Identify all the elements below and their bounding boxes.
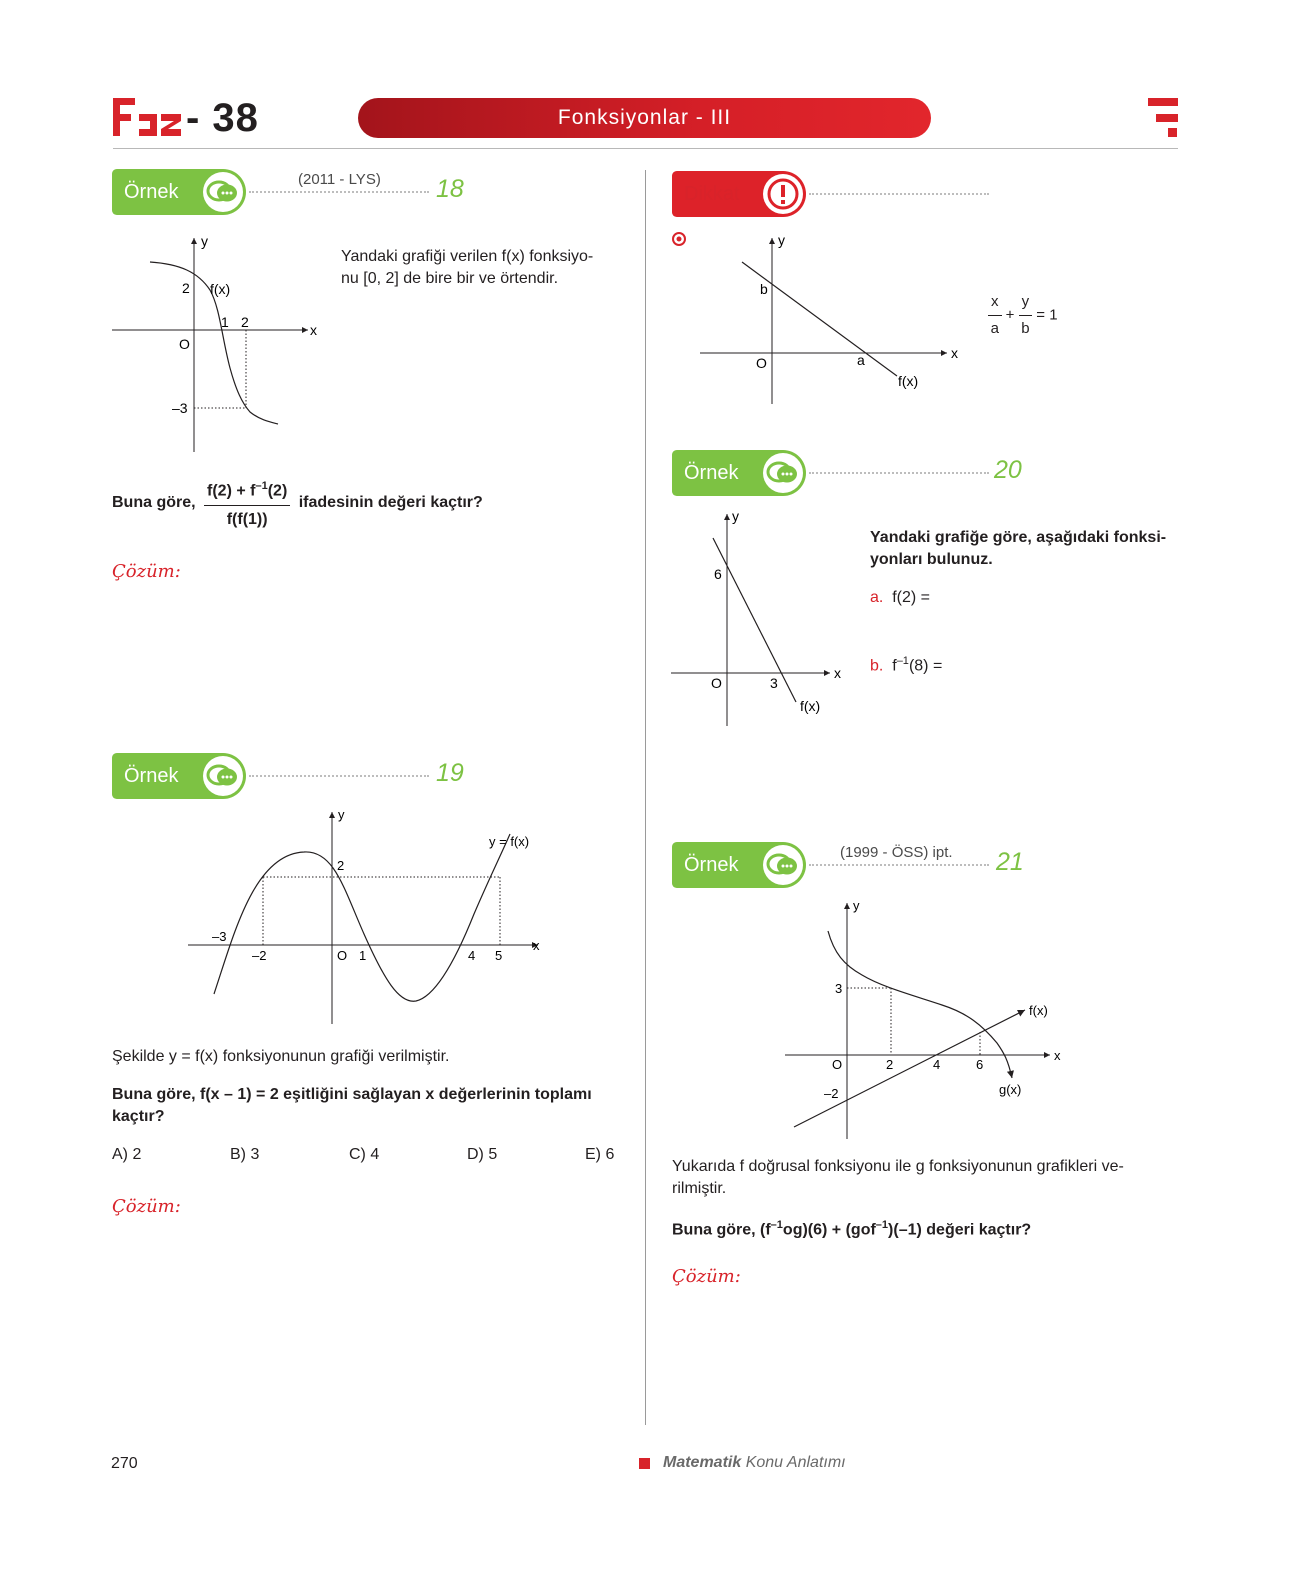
- brand-bold: Matematik: [663, 1454, 742, 1471]
- fraction-numerator: [204, 474, 290, 506]
- tick-minus2: –2: [252, 948, 267, 963]
- ornek-badge-18: [112, 169, 246, 215]
- speech-bubble-icon: [203, 756, 243, 796]
- part-text: f(2) =: [892, 589, 931, 606]
- origin-label: O: [711, 675, 722, 691]
- chapter-banner: [358, 98, 931, 138]
- speech-bubble-icon: [763, 845, 803, 885]
- speech-bubble-icon: [203, 172, 243, 212]
- cozum-label: Çözüm:: [672, 1266, 741, 1287]
- option-c[interactable]: C) 4: [349, 1146, 380, 1163]
- question-prefix: Buna göre,: [112, 494, 196, 512]
- exam-source: (1999 - ÖSS) ipt.: [840, 844, 953, 861]
- tick-4: 4: [468, 948, 476, 963]
- faz-logo: [113, 98, 183, 138]
- tick-1: 1: [221, 314, 229, 330]
- label-x: x: [951, 345, 958, 361]
- header-rule: [113, 148, 1178, 149]
- badge-label: Örnek: [124, 764, 179, 787]
- tick-minus3: –3: [212, 929, 227, 944]
- ex19-text: Şekilde y = f(x) fonksiyonunun grafiği verilmiştir.: [112, 1048, 450, 1065]
- ex20-part-b: [870, 650, 942, 677]
- tick-1: 1: [359, 948, 367, 963]
- target-bullet-icon: [671, 231, 687, 247]
- ex18-question: [112, 474, 632, 532]
- brand-rest: Konu Anlatımı: [741, 1454, 846, 1471]
- question-sup: –1: [770, 1219, 783, 1231]
- origin-label: O: [337, 948, 348, 963]
- footer-square-icon: [639, 1458, 650, 1469]
- example-number: 18: [436, 175, 464, 203]
- ornek-badge-19: [112, 753, 246, 799]
- ex19-question: Buna göre, f(x – 1) = 2 eşitliğini sağlayan x değerlerinin toplamı kaçtır?: [112, 1086, 592, 1125]
- ex18-text: Yandaki grafiği verilen f(x) fonksiyo- nu [0, 2] de bire bir ve örtendir.: [341, 248, 594, 287]
- ex20-text: Yandaki grafiğe göre, aşağıdaki fonksi- yonları bulunuz.: [870, 529, 1167, 568]
- intercept-b: b: [760, 281, 768, 297]
- origin-label: O: [756, 355, 767, 371]
- question-part: )(–1) değeri kaçtır?: [888, 1221, 1032, 1239]
- corner-logo-mark: [1148, 98, 1178, 138]
- label-fx: f(x): [800, 698, 821, 714]
- fraction-x-over-a: [988, 291, 1002, 340]
- badge-label: Örnek: [684, 461, 739, 484]
- dotted-leader: [249, 775, 429, 777]
- tick-minus3: –3: [172, 400, 188, 416]
- label-y: y: [732, 508, 739, 524]
- exclamation-icon: [763, 174, 803, 214]
- option-d[interactable]: D) 5: [467, 1146, 498, 1163]
- tick-2x: 2: [241, 314, 249, 330]
- dotted-leader: [809, 864, 989, 866]
- dotted-leader: [809, 193, 989, 195]
- line-fx: [794, 1010, 1025, 1127]
- fraction-denominator: f(f(1)): [226, 511, 268, 529]
- part-label: a.: [870, 589, 884, 606]
- exam-source: (2011 - LYS): [298, 171, 381, 188]
- ex21-question: [672, 1214, 1182, 1241]
- question-suffix: ifadesinin değeri kaçtır?: [298, 494, 483, 512]
- label-x: x: [533, 938, 540, 953]
- page-number: 270: [111, 1455, 138, 1472]
- question-part: og)(6) + (gof: [782, 1221, 876, 1239]
- ex20-part-a: [870, 587, 930, 609]
- dikkat-badge: [672, 171, 806, 217]
- badge-label: Örnek: [124, 180, 179, 203]
- tick-3: 3: [835, 981, 843, 996]
- column-divider: [645, 170, 646, 1425]
- label-y: y: [338, 807, 345, 822]
- plus-sign: +: [1005, 306, 1015, 324]
- label-fx: f(x): [210, 281, 231, 297]
- question-sup: –1: [875, 1219, 889, 1231]
- part-text-end: (8) =: [908, 657, 943, 675]
- part-text: f: [892, 657, 897, 675]
- option-a[interactable]: A) 2: [112, 1146, 142, 1163]
- ornek-badge-21: [672, 842, 806, 888]
- graph-ex19: [184, 804, 554, 1028]
- denominator-b: b: [1021, 320, 1030, 337]
- badge-label: Dikkat: [684, 182, 740, 205]
- num-end: (2): [267, 482, 288, 500]
- badge-label: Örnek: [684, 853, 739, 876]
- example-number: 19: [436, 759, 464, 787]
- label-y: y: [853, 898, 860, 913]
- tick-minus2: –2: [824, 1086, 839, 1101]
- tick-5: 5: [495, 948, 503, 963]
- cozum-label: Çözüm:: [112, 1196, 181, 1217]
- label-yfx: y = f(x): [489, 834, 530, 849]
- page-id: - 38: [186, 96, 259, 140]
- speech-bubble-icon: [763, 453, 803, 493]
- label-x: x: [834, 665, 841, 681]
- tick-4: 4: [933, 1057, 941, 1072]
- denominator-a: a: [990, 320, 999, 337]
- origin-label: O: [832, 1057, 843, 1072]
- numerator-x: x: [988, 291, 1002, 316]
- num-sup: –1: [255, 480, 268, 492]
- fraction: [204, 474, 290, 532]
- question-part: Buna göre, (f: [672, 1221, 771, 1239]
- label-x: x: [1054, 1048, 1061, 1063]
- ex21-text: Yukarıda f doğrusal fonksiyonu ile g fonksiyonunun grafikleri ve- rilmiştir.: [672, 1158, 1124, 1197]
- origin-label: O: [179, 336, 190, 352]
- curve-gx: [828, 931, 1012, 1078]
- label-y: y: [778, 232, 785, 248]
- label-fx: f(x): [898, 373, 919, 389]
- line-fx: [713, 538, 796, 702]
- chapter-title: Fonksiyonlar - III: [557, 106, 732, 129]
- tick-2: 2: [182, 280, 190, 296]
- option-e[interactable]: E) 6: [585, 1146, 615, 1163]
- tick-3: 3: [770, 675, 778, 691]
- tick-6: 6: [976, 1057, 984, 1072]
- intercept-a: a: [857, 352, 865, 368]
- fraction-y-over-b: [1019, 291, 1033, 340]
- graph-dikkat: [695, 230, 970, 408]
- option-b[interactable]: B) 3: [230, 1146, 260, 1163]
- num-text: f(2) + f: [207, 482, 256, 500]
- label-x: x: [310, 322, 317, 338]
- ornek-badge-20: [672, 450, 806, 496]
- numerator-y: y: [1019, 291, 1033, 316]
- tick-2: 2: [337, 858, 345, 873]
- graph-ex18: [110, 228, 330, 456]
- cozum-label: Çözüm:: [112, 561, 181, 582]
- label-gx: g(x): [999, 1082, 1022, 1097]
- part-label: b.: [870, 657, 884, 675]
- graph-ex21: [782, 895, 1072, 1143]
- example-number: 21: [996, 848, 1024, 876]
- graph-ex20: [668, 506, 848, 731]
- label-fx: f(x): [1029, 1003, 1048, 1018]
- label-y: y: [201, 233, 208, 249]
- example-number: 20: [994, 456, 1022, 484]
- curve-fx: [214, 834, 510, 1001]
- part-sup: –1: [896, 655, 909, 667]
- tick-6: 6: [714, 566, 722, 582]
- equals-one: = 1: [1036, 306, 1058, 324]
- footer-brand: [663, 1454, 846, 1472]
- dotted-leader: [809, 472, 989, 474]
- tick-2: 2: [886, 1057, 894, 1072]
- dotted-leader: [249, 191, 429, 193]
- intercept-formula: [988, 291, 1058, 340]
